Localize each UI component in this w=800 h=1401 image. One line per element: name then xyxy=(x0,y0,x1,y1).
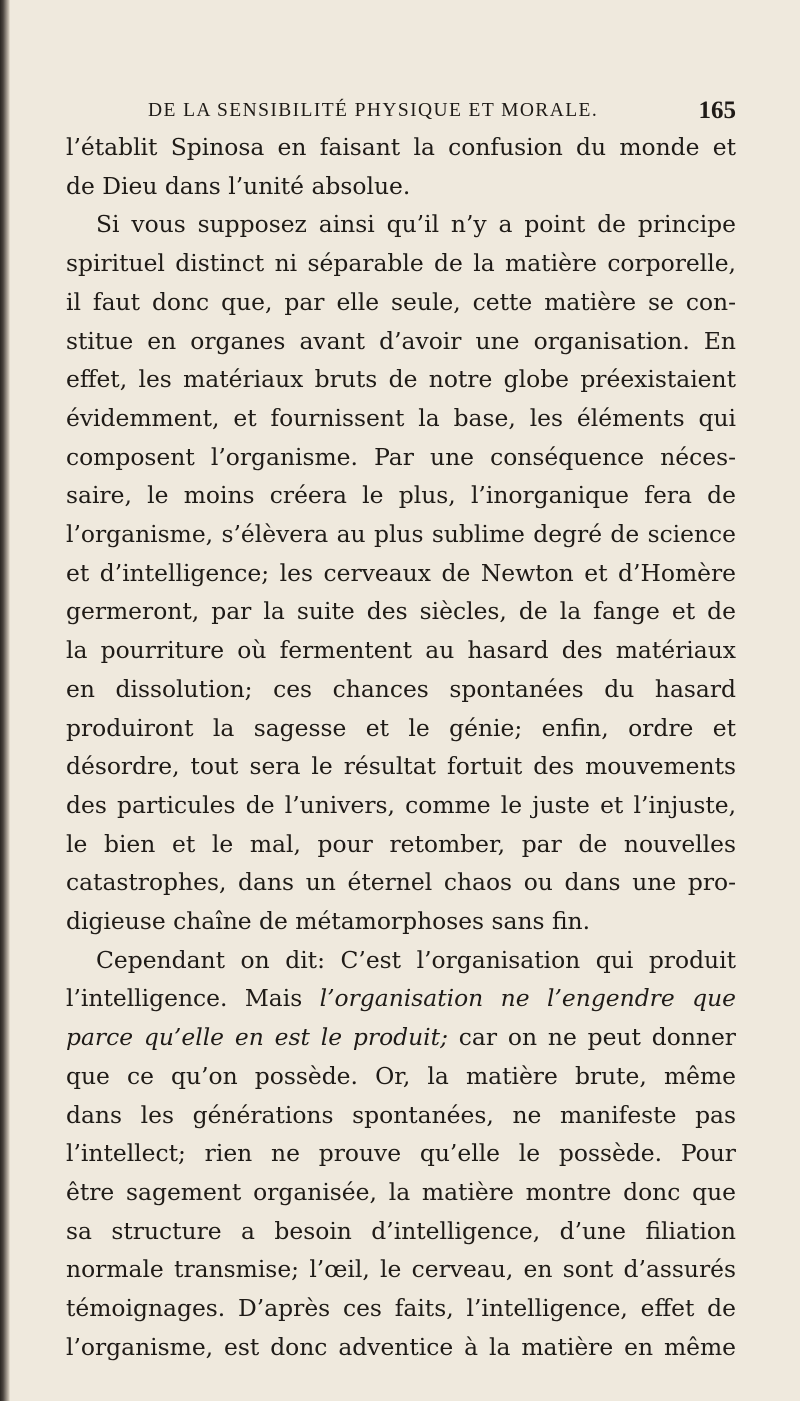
text-line xyxy=(66,979,736,1018)
text-line: spirituel distinct ni séparable de la matière corporelle, xyxy=(66,249,736,278)
text-line: des particules de l’univers, comme le juste et l’injuste, xyxy=(66,790,736,819)
text-line xyxy=(66,1018,736,1057)
text-line: saire, le moins créera le plus, l’inorganique fera de xyxy=(66,481,736,510)
text-line: produiront la sagesse et le génie; enfin, ordre et xyxy=(66,713,736,742)
text-line: composent l’organisme. Par une conséquence néces- xyxy=(66,442,736,471)
running-title: DE LA SENSIBILITÉ PHYSIQUE ET MORALE. xyxy=(148,100,599,121)
text-line: l’organisme, s’élèvera au plus sublime degré de science xyxy=(66,520,736,549)
text-line: l’organisme, est donc adventice à la matière en même xyxy=(66,1332,736,1361)
text-line: dans les générations spontanées, ne manifeste pas xyxy=(66,1100,736,1129)
text-line: digieuse chaîne de métamorphoses sans fin. xyxy=(66,907,591,936)
text-line: normale transmise; l’œil, le cerveau, en sont d’assurés xyxy=(66,1255,736,1284)
text-line: l’intellect; rien ne prouve qu’elle le possède. Pour xyxy=(66,1139,736,1168)
text-line: évidemment, et fournissent la base, les éléments qui xyxy=(66,403,736,432)
text-line: il faut donc que, par elle seule, cette matière se con- xyxy=(66,287,736,316)
page-number: 165 xyxy=(698,97,736,124)
text-line: effet, les matériaux bruts de notre globe préexistaient xyxy=(66,365,736,394)
text-line: désordre, tout sera le résultat fortuit des mouvements xyxy=(66,752,736,781)
text-line: que ce qu’on possède. Or, la matière brute, même xyxy=(66,1061,736,1090)
italic-segment: parce qu’elle en est le produit; xyxy=(66,1023,448,1052)
text-line: le bien et le mal, pour retomber, par de nouvelles xyxy=(66,829,736,858)
text-line: être sagement organisée, la matière montre donc que xyxy=(66,1177,736,1206)
text-line: Cependant on dit: C’est l’organisation qui produit xyxy=(96,945,736,974)
text-line: en dissolution; ces chances spontanées du hasard xyxy=(66,674,736,703)
text-line: témoignages. D’après ces faits, l’intelligence, effet de xyxy=(66,1294,736,1323)
text-line: l’établit Spinosa en faisant la confusion du monde et xyxy=(66,133,736,161)
text-segment: l’intelligence. Mais xyxy=(66,984,320,1013)
text-line: germeront, par la suite des siècles, de la fange et de xyxy=(66,597,736,626)
text-line: sa structure a besoin d’intelligence, d’une filiation xyxy=(66,1216,736,1245)
page-header xyxy=(148,97,736,130)
text-line: la pourriture où fermentent au hasard des matériaux xyxy=(66,636,736,665)
text-line: Si vous supposez ainsi qu’il n’y a point de principe xyxy=(96,210,736,239)
body-text xyxy=(66,128,736,1367)
text-line: de Dieu dans l’unité absolue. xyxy=(66,171,411,200)
italic-segment: l’organisation ne l’engendre que xyxy=(319,984,736,1013)
text-line: et d’intelligence; les cerveaux de Newton et d’Homère xyxy=(66,558,736,587)
text-line: stitue en organes avant d’avoir une organisation. En xyxy=(66,326,736,355)
text-segment: car on ne peut donner xyxy=(447,1023,736,1052)
text-line: catastrophes, dans un éternel chaos ou dans une pro- xyxy=(66,868,736,897)
